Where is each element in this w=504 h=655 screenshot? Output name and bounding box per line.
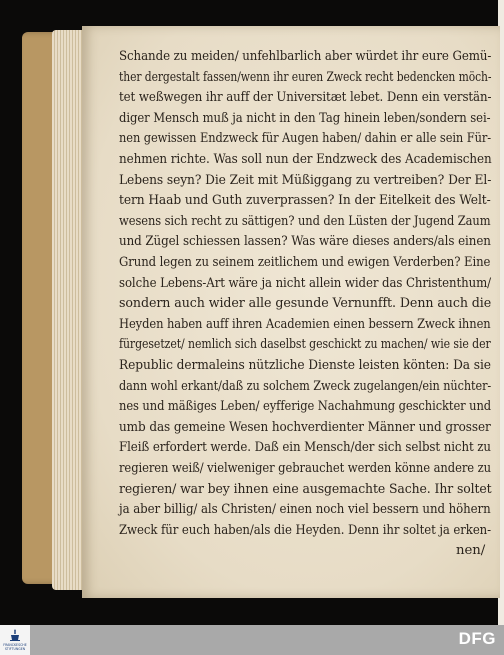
text-line: Lebens seyn? Die Zeit mit Müßiggang zu vertreiben? Der El- — [119, 172, 492, 188]
book — [22, 26, 500, 600]
text-line: ther dergestalt fassen/wenn ihr euren Zweck recht bedencken möch- — [119, 69, 492, 85]
page-edges — [52, 30, 86, 590]
text-line: Heyden haben auff ihren Academien einen bessern Zweck ihnen — [119, 316, 491, 332]
text-line: nes und mäßiges Leben/ eyfferige Nachahmung geschickter und — [119, 399, 492, 415]
text-line: ja aber billig/ als Christen/ einen noch viel bessern und höhern — [119, 502, 491, 518]
text-line: nen/ — [456, 543, 486, 559]
text-line: fürgesetzet/ nemlich sich daselbst geschickt zu machen/ wie sie der — [119, 337, 491, 353]
dfg-logo[interactable]: DFG — [458, 629, 496, 648]
text-line: umb das gemeine Wesen hochverdienter Männer und grosser — [119, 419, 491, 435]
text-line: sondern auch wider alle gesunde Vernunfft. Denn auch die — [119, 296, 492, 312]
text-line: regieren/ war bey ihnen eine ausgemachte Sache. Ihr soltet — [119, 481, 492, 497]
text-line: diger Mensch muß ja nicht in den Tag hinein leben/sondern sei- — [119, 110, 491, 126]
text-line: und Zügel schiessen lassen? Was wäre dieses anders/als einen — [119, 234, 491, 250]
text-line: regieren weiß/ vielweniger gebrauchet werden könne andere zu — [119, 461, 491, 476]
text-line: Republic dermaleins nützliche Dienste leisten könten: Da sie — [119, 358, 491, 373]
text-line: Schande zu meiden/ unfehlbarlich aber würdet ihr eure Gemü- — [119, 49, 492, 64]
logo-caption — [1, 644, 29, 651]
book-page — [82, 26, 500, 598]
text-line: tet weßwegen ihr auff der Universitæt lebet. Denn ein verstän- — [119, 90, 492, 106]
footer-bar — [0, 625, 504, 655]
francke-logo[interactable] — [0, 625, 30, 655]
text-line: nen gewissen Endzweck für Augen haben/ dahin er alle sein Für- — [119, 131, 492, 147]
text-line: tern Haab und Guth zuverprassen? In der Eitelkeit des Welt- — [119, 193, 491, 209]
text-line: wesens sich recht zu sättigen? und den Lüsten der Jugend Zaum — [119, 213, 491, 229]
text-line: Fleiß erfordert werde. Daß ein Mensch/der sich selbst nicht zu — [119, 440, 491, 456]
text-line: nehmen richte. Was soll nun der Endzweck des Academischen — [119, 152, 492, 167]
logo-caption-line2: STIFTUNGEN — [4, 646, 26, 651]
text-line: solche Lebens-Art wäre ja nicht allein wider das Christenthum/ — [119, 275, 492, 291]
text-line: Zweck für euch haben/als die Heyden. Denn ihr soltet ja erken- — [119, 522, 492, 538]
logo-caption-line1: FRANCKESCHE — [3, 643, 27, 647]
text-line: Grund legen zu seinem zeitlichem und ewigen Verderben? Eine — [119, 255, 491, 270]
institution-emblem-icon — [10, 629, 20, 641]
text-line: dann wohl erkant/daß zu solchem Zweck zugelangen/ein nüchter- — [119, 378, 492, 394]
